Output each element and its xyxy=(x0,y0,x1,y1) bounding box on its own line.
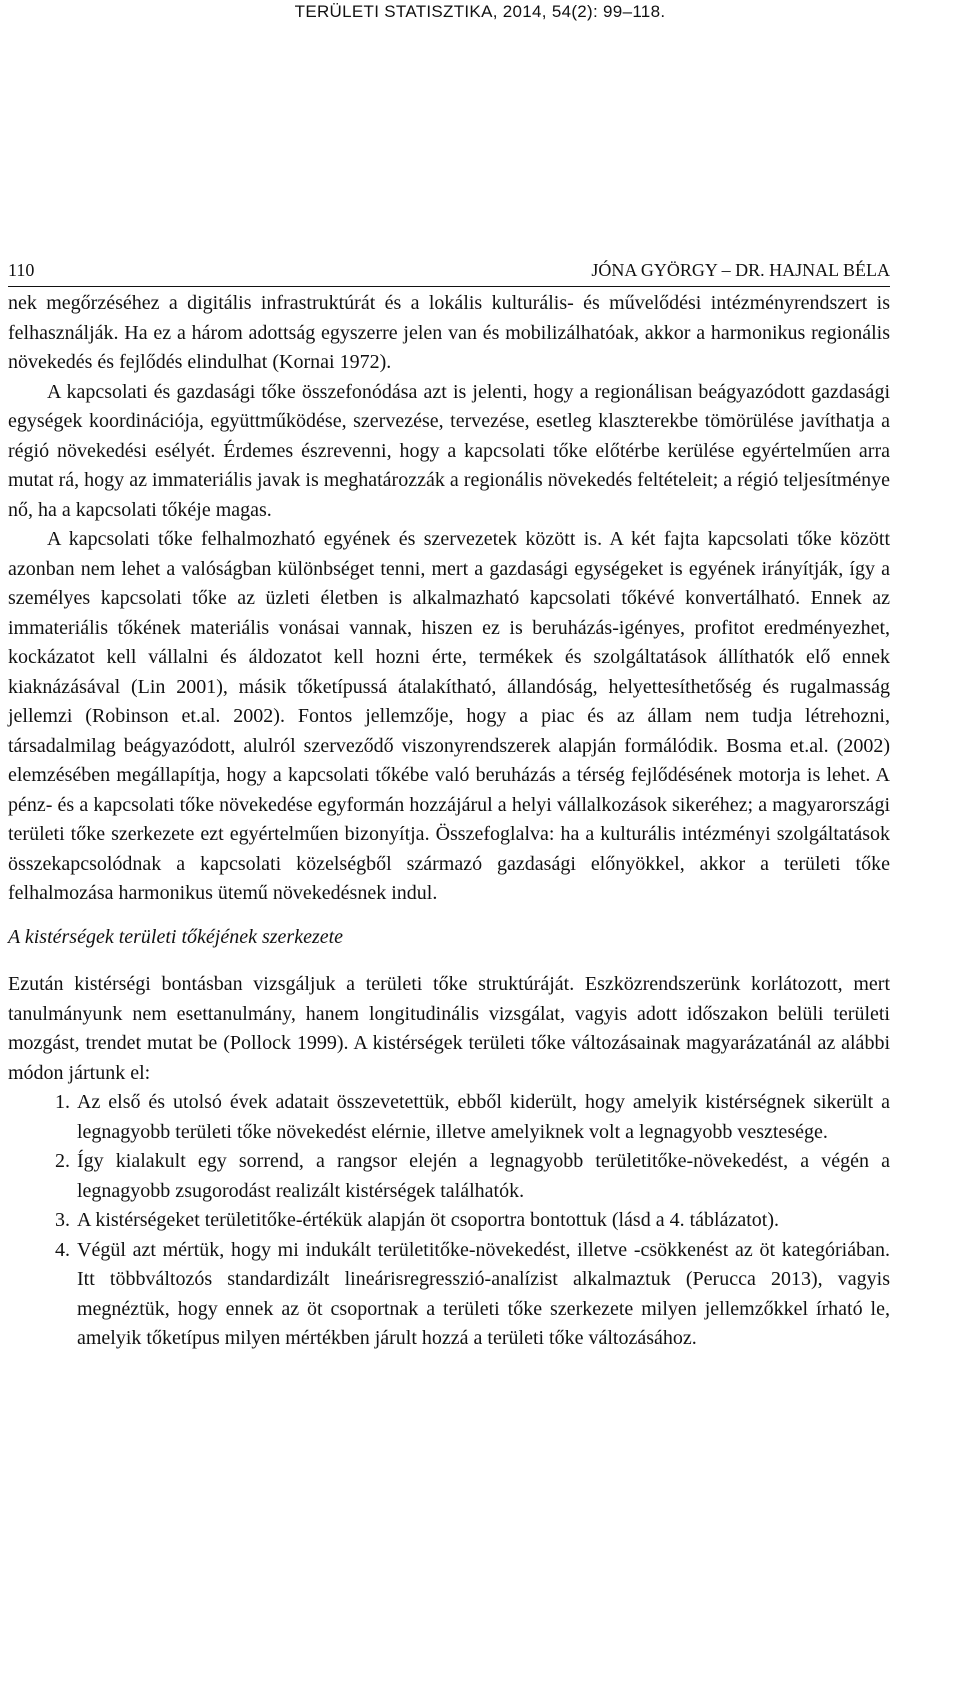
running-head-authors: JÓNA GYÖRGY – DR. HAJNAL BÉLA xyxy=(591,260,890,280)
list-item: 4. Végül azt mértük, hogy mi indukált területitőke-növekedést, illetve -csökkenést az öt kategóriában. Itt többváltozós standardizált lineárisregresszió-analízist alkalmaztuk (Perucca 2013), vagyis megnéztük, hogy ennek az öt csoportnak a területi tőke szerkezete milyen jellemzőkkel írható le, amelyik tőketípus milyen mértékben járult hozzá a területi tőke változásához. xyxy=(75,1236,890,1354)
running-head xyxy=(8,260,890,287)
paragraph: A kapcsolati tőke felhalmozható egyének és szervezetek között is. A két fajta kapcsolati tőke között azonban nem lehet a valóságban különbséget tenni, mert a gazdasági egységeket is egyének irányítják, így a személyes kapcsolati tőke az üzleti életben is alkalmazható kapcsolati tőkévé konvertálható. Ennek az immateriális tőkének materiális vonásai vannak, hiszen ez is beruházás-igényes, profitot eredményezhet, kockázatot kell vállalni és áldozatot kell hozni érte, termékek és szolgáltatások állíthatók elő ennek kiaknázásával (Lin 2001), másik tőketípussá átalakítható, állandóság, helyettesíthetőség és rugalmasság jellemzi (Robinson et.al. 2002). Fontos jellemzője, hogy a piac és az állam nem tudja létrehozni, társadalmilag beágyazódott, alulról szerveződő viszonyrendszerek alapján formálódik. Bosma et.al. (2002) elemzésében megállapítja, hogy a kapcsolati tőkébe való beruházás a térség fejlődésének motorja is lehet. A pénz- és a kapcsolati tőke növekedése egyformán hozzájárul a helyi vállalkozások sikeréhez; a magyarországi területi tőke szerkezete ezt egyértelműen bizonyítja. Összefoglalva: ha a kulturális intézményi szolgáltatások összekapcsolódnak a kapcsolati közelségből származó gazdasági előnyökkel, akkor a területi tőke felhalmozása harmonikus ütemű növekedésnek indul. xyxy=(8,528,890,904)
section-intro: Ezután kistérségi bontásban vizsgáljuk a területi tőke struktúráját. Eszközrendszerünk korlátozott, mert tanulmányunk nem esettanulmány, hanem longitudinális vizsgálat, vagyis adott időszakon belüli területi mozgást, trendet mutat be (Pollock 1999). A kistérségek területi tőke változásainak magyarázatánál az alábbi módon jártunk el: xyxy=(8,973,890,1084)
paragraph: A kapcsolati és gazdasági tőke összefonódása azt is jelenti, hogy a regionálisan beágyazódott gazdasági egységek koordinációja, együttműködése, szervezése, tervezése, esetleg klaszterekbe tömörülése javíthatja a régió növekedési esélyét. Érdemes észrevenni, hogy a kapcsolati tőke előtérbe kerülése egyértelműen arra mutat rá, hogy az immateriális javak is meghatározzák a regionális növekedés feltételeit; a régió teljesítménye nő, ha a kapcsolati tőkéje magas. xyxy=(8,380,890,521)
list-item: 2. Így kialakult egy sorrend, a rangsor elején a legnagyobb területitőke-növekedést, a végén a legnagyobb zsugorodást realizált kistérségek találhatók. xyxy=(75,1147,890,1206)
section-heading: A kistérségek területi tőkéjének szerkezete xyxy=(8,925,344,948)
list-item: 3. A kistérségeket területitőke-értékük alapján öt csoportra bontottuk (lásd a 4. táblázatot). xyxy=(75,1206,890,1236)
list-item: 1. Az első és utolsó évek adatait összevetettük, ebből kiderült, hogy amelyik kistérségnek sikerült a legnagyobb területi tőke növekedést elérnie, illetve amelyiknek volt a legnagyobb vesztesége. xyxy=(75,1088,890,1147)
page-body xyxy=(8,289,890,1354)
journal-header: TERÜLETI STATISZTIKA, 2014, 54(2): 99–118. xyxy=(294,2,666,21)
paragraph-continued: nek megőrzéséhez a digitális infrastruktúrát és a lokális kulturális- és művelődési intézményrendszert is felhasználják. Ha ez a három adottság egyszerre jelen van és mobilizálhatóak, akkor a harmonikus regionális növekedés és fejlődés elindulhat (Kornai 1972). xyxy=(8,292,890,373)
page-number: 110 xyxy=(8,260,35,280)
method-list xyxy=(8,1088,890,1354)
